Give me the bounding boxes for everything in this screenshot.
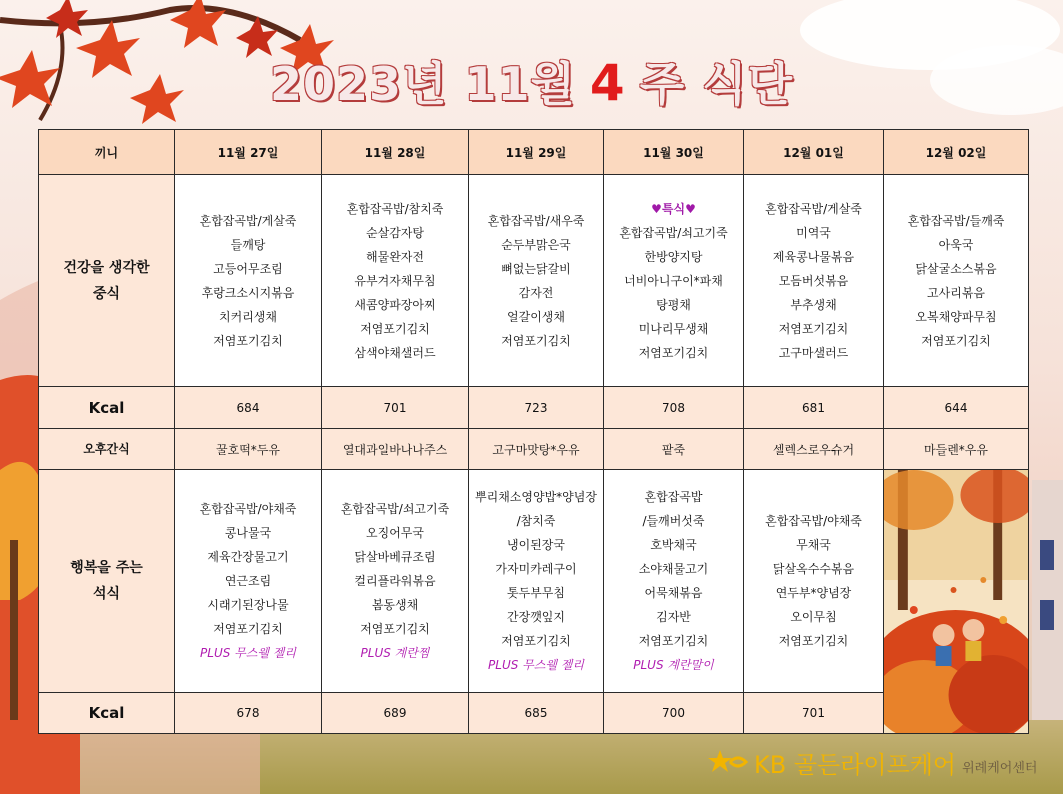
- center-name: 위례케어센터: [962, 760, 1038, 776]
- menu-item: 닭살굴소스볶음: [915, 261, 997, 276]
- snack-6: 마들렌*우유: [884, 429, 1029, 470]
- dinner-menu-2: [322, 470, 469, 693]
- lunch-kcal-row: [39, 387, 1029, 429]
- menu-item: 무채국: [796, 538, 831, 552]
- snack-4: 팥죽: [604, 429, 744, 470]
- menu-item: 뿌리채소영양밥*양념장: [475, 490, 597, 504]
- menu-item: 혼합잡곡밥: [644, 490, 703, 504]
- menu-item: 모듬버섯볶음: [778, 273, 849, 288]
- menu-item: 혼합잡곡밥/게살죽: [765, 201, 862, 216]
- menu-item: 오이무침: [790, 610, 837, 624]
- menu-item: 고사리볶음: [927, 285, 985, 300]
- menu-item: 오복채양파무침: [915, 309, 997, 324]
- dinner-kcal-row: [39, 693, 1029, 734]
- menu-item: 혼합잡곡밥/새우죽: [487, 213, 585, 228]
- dinner-row: [39, 470, 1029, 693]
- menu-item: 혼합잡곡밥/쇠고기죽: [619, 225, 728, 240]
- menu-item: 연두부*양념장: [775, 586, 852, 600]
- header-date-2: 11월 28일: [322, 130, 469, 175]
- lunch-kcal-5: 681: [744, 387, 884, 429]
- lunch-menu-4: [604, 175, 744, 387]
- lunch-kcal-6: 644: [884, 387, 1029, 429]
- menu-item: 가자미카레구이: [495, 562, 577, 576]
- menu-item: 닭살옥수수볶음: [772, 562, 855, 576]
- snack-1: 꿀호떡*두유: [175, 429, 322, 470]
- lunch-menu-5: [744, 175, 884, 387]
- menu-item: 한방양지탕: [644, 249, 703, 264]
- dinner-menu-5: [744, 470, 884, 693]
- menu-item: 새콤양파장아찌: [354, 297, 436, 312]
- kcal-label: Kcal: [39, 387, 175, 429]
- header-row: [39, 130, 1029, 175]
- menu-item: 혼합잡곡밥/게살죽: [199, 213, 297, 228]
- menu-item: 혼합잡곡밥/야채죽: [765, 514, 862, 528]
- menu-item: 호박채국: [650, 538, 697, 552]
- plus-item: PLUS 계란찜: [360, 646, 430, 660]
- menu-item: 닭살바베큐조림: [354, 550, 436, 564]
- dinner-kcal-3: 685: [469, 693, 604, 734]
- menu-item: 봄동생채: [371, 598, 419, 612]
- menu-item: 소야채물고기: [638, 562, 709, 576]
- menu-item: 간장깻잎지: [507, 610, 565, 624]
- menu-item: 저염포기김치: [360, 321, 430, 336]
- menu-item: 컬리플라워볶음: [354, 574, 436, 588]
- dinner-kcal-5: 701: [744, 693, 884, 734]
- header-date-5: 12월 01일: [744, 130, 884, 175]
- menu-item: 오징어무국: [366, 526, 424, 540]
- menu-item: 콩나물국: [224, 526, 272, 540]
- menu-item: 뼈없는닭갈비: [501, 261, 571, 276]
- menu-item: 아욱국: [938, 237, 974, 252]
- header-meal-label: 끼니: [39, 130, 175, 175]
- menu-item: 들깨탕: [230, 237, 266, 252]
- page-title: [0, 48, 1063, 114]
- lunch-kcal-2: 701: [322, 387, 469, 429]
- autumn-illustration: [884, 470, 1029, 734]
- menu-item: 순두부맑은국: [501, 237, 571, 252]
- dinner-menu-4: [604, 470, 744, 693]
- lunch-kcal-3: 723: [469, 387, 604, 429]
- title-week-number: 4: [589, 54, 626, 112]
- dinner-kcal-4: 700: [604, 693, 744, 734]
- menu-item: 후랑크소시지볶음: [201, 285, 295, 300]
- autumn-leaves-illustration: [884, 470, 1028, 733]
- plus-item: PLUS 무스웰 젤리: [488, 658, 584, 672]
- menu-item: 혼합잡곡밥/들깨죽: [907, 213, 1005, 228]
- plus-item: PLUS 무스웰 젤리: [200, 646, 296, 660]
- menu-item: 감자전: [518, 285, 554, 300]
- header-date-3: 11월 29일: [469, 130, 604, 175]
- dinner-menu-1: [175, 470, 322, 693]
- menu-item: 저염포기김치: [501, 333, 571, 348]
- menu-item: 김자반: [656, 610, 691, 624]
- special-meal-badge: ♥특식♥: [651, 201, 696, 216]
- menu-item: 제육콩나물볶음: [772, 249, 855, 264]
- menu-item: 제육간장물고기: [207, 550, 289, 564]
- menu-item: 부추생채: [790, 297, 837, 312]
- snack-5: 셀렉스로우슈거: [744, 429, 884, 470]
- menu-item: 혼합잡곡밥/야채죽: [199, 502, 297, 516]
- lunch-label: 건강을 생각한 중식: [39, 175, 175, 387]
- snack-label: 오후간식: [39, 429, 175, 470]
- lunch-row: [39, 175, 1029, 387]
- menu-item: 저염포기김치: [921, 333, 991, 348]
- menu-item: 순살감자탕: [366, 225, 424, 240]
- menu-item: 혼합잡곡밥/참치죽: [346, 201, 444, 216]
- kcal-label: Kcal: [39, 693, 175, 734]
- menu-item: 치커리생채: [219, 309, 277, 324]
- dinner-kcal-2: 689: [322, 693, 469, 734]
- kb-star-logo-icon: [706, 746, 748, 778]
- menu-item: 톳두부무침: [507, 586, 565, 600]
- menu-item: 고등어무조림: [213, 261, 283, 276]
- snack-row: [39, 429, 1029, 470]
- menu-item: 미나리무생채: [638, 321, 709, 336]
- title-suffix: 주 식단: [639, 57, 794, 111]
- menu-item: 연근조림: [224, 574, 272, 588]
- menu-item: 저염포기김치: [778, 634, 849, 648]
- menu-item: 저염포기김치: [778, 321, 849, 336]
- menu-item: 저염포기김치: [360, 622, 430, 636]
- dinner-menu-3: [469, 470, 604, 693]
- header-date-6: 12월 02일: [884, 130, 1029, 175]
- menu-item: 탕평채: [656, 297, 691, 312]
- plus-item: PLUS 계란말이: [633, 658, 714, 672]
- menu-item: 혼합잡곡밥/쇠고기죽: [340, 502, 450, 516]
- lunch-menu-6: [884, 175, 1029, 387]
- lunch-menu-2: [322, 175, 469, 387]
- menu-item: 유부겨자채무침: [354, 273, 436, 288]
- menu-item: /참치죽: [516, 514, 556, 528]
- header-date-1: 11월 27일: [175, 130, 322, 175]
- menu-item: 어묵채볶음: [644, 586, 703, 600]
- header-date-4: 11월 30일: [604, 130, 744, 175]
- menu-item: 삼색야채샐러드: [354, 345, 436, 360]
- menu-item: 저염포기김치: [213, 622, 283, 636]
- menu-item: 저염포기김치: [213, 333, 283, 348]
- menu-item: 저염포기김치: [638, 345, 709, 360]
- lunch-kcal-1: 684: [175, 387, 322, 429]
- lunch-kcal-4: 708: [604, 387, 744, 429]
- dinner-label: 행복을 주는 석식: [39, 470, 175, 693]
- menu-item: 저염포기김치: [638, 634, 709, 648]
- lunch-menu-3: [469, 175, 604, 387]
- menu-item: 해물완자전: [366, 249, 424, 264]
- menu-item: 저염포기김치: [501, 634, 571, 648]
- dinner-kcal-1: 678: [175, 693, 322, 734]
- weekly-menu-table: [38, 129, 1029, 734]
- menu-item: 미역국: [796, 225, 831, 240]
- snack-2: 열대과일바나나주스: [322, 429, 469, 470]
- menu-item: 고구마샐러드: [778, 345, 849, 360]
- menu-item: 너비아니구이*파채: [624, 273, 723, 288]
- snack-3: 고구마맛탕*우유: [469, 429, 604, 470]
- title-year-month: 2023년 11월: [269, 57, 576, 111]
- menu-item: 냉이된장국: [507, 538, 565, 552]
- menu-item: /들깨버섯죽: [642, 514, 705, 528]
- brand-logo: [706, 744, 1037, 780]
- menu-item: 얼갈이생채: [507, 309, 565, 324]
- brand-name: KB 골든라이프케어: [754, 750, 957, 779]
- lunch-menu-1: [175, 175, 322, 387]
- menu-item: 시래기된장나물: [207, 598, 289, 612]
